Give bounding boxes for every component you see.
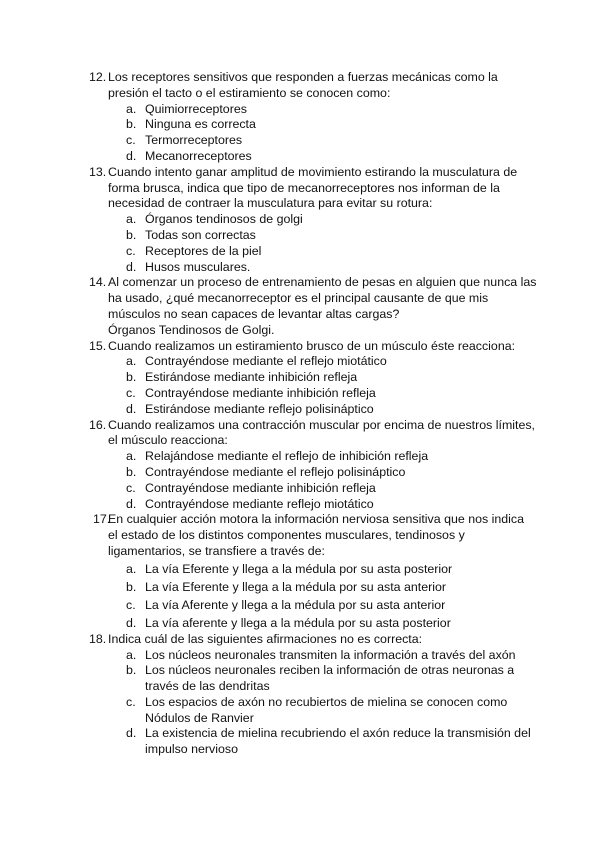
option-letter: a. xyxy=(126,354,137,369)
option-text: La vía Eferente y llega a la médula por su asta posterior xyxy=(145,561,453,576)
option-a xyxy=(0,560,600,578)
option-letter: b. xyxy=(126,464,137,479)
question-16 xyxy=(0,418,600,513)
option-letter: d. xyxy=(126,726,137,741)
option-text: Contrayéndose mediante el reflejo miotático xyxy=(145,354,387,369)
question-15 xyxy=(0,339,600,418)
option-d xyxy=(0,726,600,742)
option-text: La vía aferente y llega a la médula por su asta posterior xyxy=(145,615,451,630)
option-text: Los núcleos neuronales reciben la información de otras neuronas a xyxy=(145,663,515,678)
option-text: La vía Eferente y llega a la médula por su asta anterior xyxy=(145,579,446,594)
option-b xyxy=(0,370,600,386)
question-text-line xyxy=(0,433,600,449)
option-text: Husos musculares. xyxy=(145,259,251,274)
question-text-line xyxy=(0,544,600,560)
question-text: Los receptores sensitivos que responden a fuerzas mecánicas como la xyxy=(108,70,498,84)
option-text: Relajándose mediante el reflejo de inhibición refleja xyxy=(145,449,429,464)
option-b xyxy=(0,663,600,679)
question-text: Indica cuál de las siguientes afirmaciones no es correcta: xyxy=(108,631,423,646)
option-letter: c. xyxy=(126,243,136,258)
option-c xyxy=(0,244,600,260)
question-text-line xyxy=(0,512,600,528)
question-text-line xyxy=(0,291,600,307)
option-d xyxy=(0,614,600,632)
option-letter: a. xyxy=(126,449,137,464)
option-letter: d. xyxy=(126,496,137,511)
option-text: Receptores de la piel xyxy=(145,243,262,258)
question-text: el músculo reacciona: xyxy=(108,433,228,448)
option-text: Mecanorreceptores xyxy=(145,148,252,163)
option-text: Los espacios de axón no recubiertos de mielina se conocen como xyxy=(145,694,508,709)
question-text: músculos no sean capaces de levantar altas cargas? xyxy=(108,306,400,321)
option-d xyxy=(0,149,600,165)
option-a xyxy=(0,449,600,465)
option-text: impulso nervioso xyxy=(145,742,238,757)
question-number: 18. xyxy=(89,631,107,646)
option-text: Contrayéndose mediante el reflejo polisináptico xyxy=(145,464,406,479)
option-text: La existencia de mielina recubriendo el axón reduce la transmisión del xyxy=(145,726,531,741)
option-continuation xyxy=(0,679,600,695)
question-text-line xyxy=(0,339,600,355)
question-number: 12. xyxy=(89,70,107,84)
question-text: forma brusca, indica que tipo de mecanorreceptores nos informan de la xyxy=(108,180,500,195)
option-letter: d. xyxy=(126,401,137,416)
question-17 xyxy=(0,512,600,631)
question-text-line xyxy=(0,528,600,544)
option-d xyxy=(0,402,600,418)
option-letter: c. xyxy=(126,480,136,495)
option-b xyxy=(0,578,600,596)
question-number: 14. xyxy=(89,275,107,290)
option-letter: b. xyxy=(126,579,137,594)
option-letter: b. xyxy=(126,117,137,132)
option-letter: b. xyxy=(126,227,137,242)
question-13 xyxy=(0,165,600,276)
option-text: Ninguna es correcta xyxy=(145,117,256,132)
option-c xyxy=(0,133,600,149)
question-text-line xyxy=(0,275,600,291)
option-a xyxy=(0,212,600,228)
question-text: Cuando realizamos una contracción muscular por encima de nuestros límites, xyxy=(108,417,535,432)
option-text: Todas son correctas xyxy=(145,227,256,242)
option-c xyxy=(0,596,600,614)
option-text: Contrayéndose mediante reflejo miotático xyxy=(145,496,374,511)
question-text-line xyxy=(0,418,600,434)
option-letter: a. xyxy=(126,647,137,662)
question-text: ligamentarios, se transfiere a través de: xyxy=(108,543,325,558)
question-number: 17. xyxy=(93,512,111,527)
question-text: presión el tacto o el estiramiento se conocen como: xyxy=(108,85,391,100)
option-letter: c. xyxy=(126,385,136,400)
option-letter: d. xyxy=(126,615,137,630)
question-text: ha usado, ¿qué mecanorreceptor es el principal causante de que mis xyxy=(108,291,489,306)
option-c xyxy=(0,481,600,497)
question-text: Cuando intento ganar amplitud de movimiento estirando la musculatura de xyxy=(108,164,518,179)
option-letter: d. xyxy=(126,148,137,163)
option-text: Nódulos de Ranvier xyxy=(145,710,254,725)
option-letter: d. xyxy=(126,259,137,274)
question-text: Cuando realizamos un estiramiento brusco de un músculo éste reacciona: xyxy=(108,338,516,353)
question-text-line xyxy=(0,86,600,102)
option-letter: b. xyxy=(126,663,137,678)
option-letter: a. xyxy=(126,212,137,227)
option-text: Contrayéndose mediante inhibición refleja xyxy=(145,480,376,495)
option-continuation xyxy=(0,711,600,727)
option-a xyxy=(0,648,600,664)
question-text-line xyxy=(0,307,600,323)
question-text-line xyxy=(0,196,600,212)
question-number: 16. xyxy=(89,417,107,432)
option-d xyxy=(0,260,600,276)
option-letter: a. xyxy=(126,101,137,116)
option-text: Contrayéndose mediante inhibición refleja xyxy=(145,385,376,400)
option-b xyxy=(0,117,600,133)
option-text: Estirándose mediante reflejo polisináptico xyxy=(145,401,374,416)
question-text: En cualquier acción motora la información nerviosa sensitiva que nos indica xyxy=(108,512,524,527)
question-text-line xyxy=(0,632,600,648)
question-text: necesidad de contraer la musculatura para evitar su rotura: xyxy=(108,196,433,211)
option-text: través de las dendritas xyxy=(145,679,270,694)
option-text: Termorreceptores xyxy=(145,133,243,148)
question-number: 13. xyxy=(89,164,107,179)
option-b xyxy=(0,465,600,481)
option-a xyxy=(0,102,600,118)
question-text-line xyxy=(0,70,600,86)
question-18 xyxy=(0,632,600,758)
option-text: La vía Aferente y llega a la médula por su asta anterior xyxy=(145,597,446,612)
question-text: el estado de los distintos componentes musculares, tendinosos y xyxy=(108,528,465,543)
option-letter: b. xyxy=(126,370,137,385)
option-text: Órganos tendinosos de golgi xyxy=(145,212,303,227)
questions-list xyxy=(0,70,600,758)
option-c xyxy=(0,695,600,711)
option-letter: c. xyxy=(126,694,136,709)
option-text: Los núcleos neuronales transmiten la información a través del axón xyxy=(145,647,516,662)
option-letter: c. xyxy=(126,133,136,148)
option-d xyxy=(0,497,600,513)
option-b xyxy=(0,228,600,244)
option-letter: a. xyxy=(126,561,137,576)
question-text: Al comenzar un proceso de entrenamiento de pesas en alguien que nunca las xyxy=(108,275,537,290)
question-text-line xyxy=(0,165,600,181)
option-c xyxy=(0,386,600,402)
question-number: 15. xyxy=(89,338,107,353)
question-text-line xyxy=(0,181,600,197)
option-text: Quimiorreceptores xyxy=(145,101,247,116)
option-a xyxy=(0,354,600,370)
option-continuation xyxy=(0,742,600,758)
question-12 xyxy=(0,70,600,165)
option-text: Estirándose mediante inhibición refleja xyxy=(145,370,358,385)
option-letter: c. xyxy=(126,597,136,612)
question-14 xyxy=(0,275,600,338)
written-answer: Órganos Tendinosos de Golgi. xyxy=(108,322,275,337)
